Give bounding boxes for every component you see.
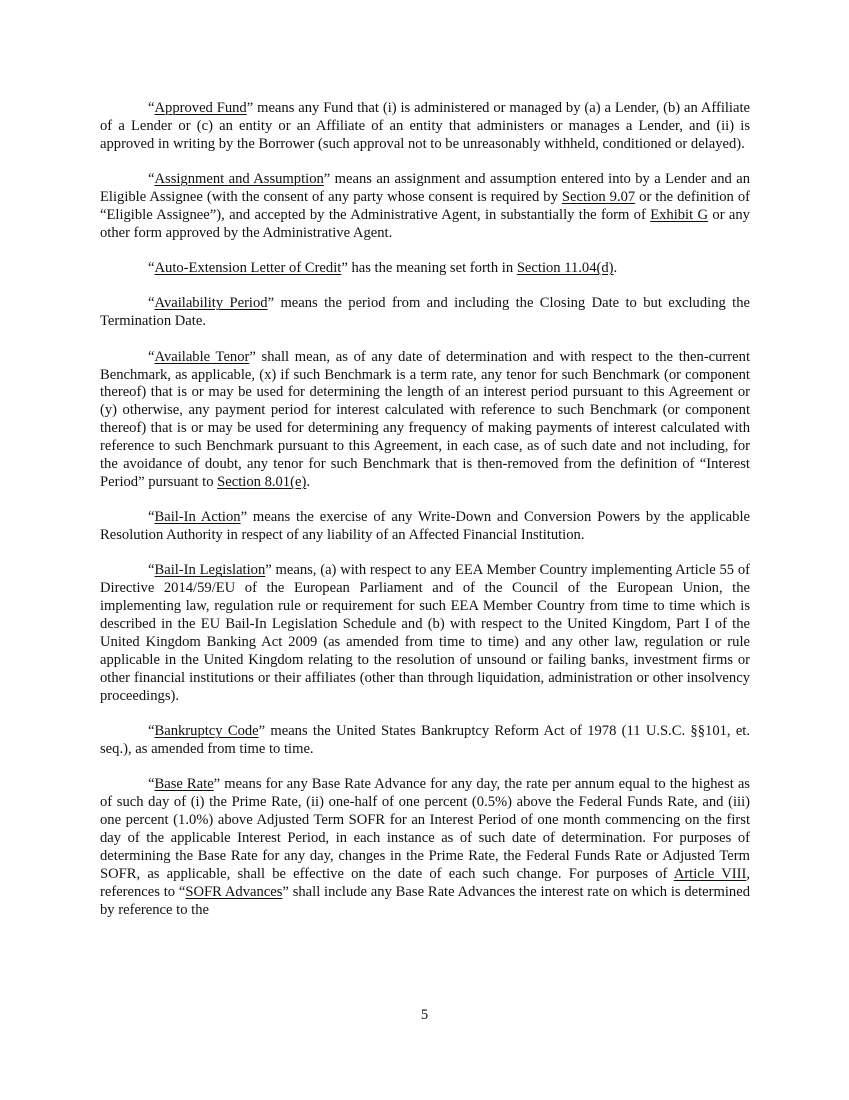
section-reference: Section 9.07 — [561, 189, 636, 206]
section-reference: Section 8.01(e) — [217, 473, 307, 490]
definition-availability-period: “Availability Period” means the period from and including the Closing Date to but excluding the Termination Date. — [100, 295, 750, 330]
definition-base-rate: “Base Rate” means for any Base Rate Advance for any day, the rate per annum equal to the highest as of such day of (i) the Prime Rate, (ii) one-half of one percent (0.5%) above the Federal Funds Rate, and (iii) one percent (1.0%) above Adjusted Term SOFR for an Interest Period of one month commencing on the first day of the applicable Interest Period, in each instance as of such date of determination. For purposes of determining the Base Rate for any day, changes in the Prime Rate, the Federal Funds Rate or Adjusted Term SOFR, as applicable, shall be effective on the date of each such change. For purposes of Article VIII, references to “SOFR Advances” shall include any Base Rate Advances the interest rate on which is determined by reference to the — [100, 776, 750, 918]
defined-term: Approved Fund — [154, 100, 247, 116]
definition-auto-extension-letter-of-credit: “Auto-Extension Letter of Credit” has the meaning set forth in Section 11.04(d). — [148, 260, 618, 277]
defined-term: Auto-Extension Letter of Credit — [154, 260, 342, 277]
definition-available-tenor: “Available Tenor” shall mean, as of any date of determination and with respect to the then-current Benchmark, as applicable, (x) if such Benchmark is a term rate, any tenor for such Benchmark (or component thereof) that is or may be used for determining the length of an interest period pursuant to this Agreement or (y) otherwise, any payment period for interest calculated with reference to such Benchmark (or component thereof) that is or may be used for determining any frequency of making payments of interest calculated with reference to such Benchmark pursuant to this Agreement, in each case, as of such date and not including, for the avoidance of doubt, any tenor for such Benchmark that is then-removed from the definition of “Interest Period” pursuant to Section 8.01(e). — [100, 348, 750, 490]
document-page — [100, 100, 750, 937]
defined-term: Availability Period — [154, 295, 268, 312]
defined-term: Bail-In Legislation — [154, 562, 266, 579]
defined-term: SOFR Advances — [185, 883, 283, 900]
definition-approved-fund: “Approved Fund” means any Fund that (i) is administered or managed by (a) a Lender, (b) an Affiliate of a Lender or (c) an entity or an Affiliate of an entity that administers or manages a Lender, and (ii) is approved in writing by the Borrower (such approval not to be unreasonably withheld, conditioned or delayed). — [100, 100, 750, 152]
page-number: 5 — [420, 1007, 429, 1023]
defined-term: Assignment and Assumption — [154, 171, 324, 188]
definition-bankruptcy-code: “Bankruptcy Code” means the United States Bankruptcy Reform Act of 1978 (11 U.S.C. §§101, et. seq.), as amended from time to time. — [100, 723, 750, 758]
exhibit-reference: Exhibit G — [650, 206, 709, 223]
defined-term: Base Rate — [154, 776, 214, 793]
defined-term: Bankruptcy Code — [154, 723, 259, 740]
defined-term: Available Tenor — [154, 348, 250, 365]
section-reference: Section 11.04(d) — [516, 260, 614, 277]
definition-bail-in-legislation: “Bail-In Legislation” means, (a) with respect to any EEA Member Country implementing Article 55 of Directive 2014/59/EU of the European Parliament and of the Council of the European Union, the implementing law, regulation rule or requirement for such EEA Member Country from time to time which is described in the EU Bail-In Legislation Schedule and (b) with respect to the United Kingdom, Part I of the United Kingdom Banking Act 2009 (as amended from time to time) and any other law, regulation or rule applicable in the United Kingdom relating to the resolution of unsound or failing banks, investment firms or other financial institutions or their affiliates (other than through liquidation, administration or other insolvency proceedings). — [100, 562, 750, 704]
definition-assignment-and-assumption: “Assignment and Assumption” means an assignment and assumption entered into by a Lender and an Eligible Assignee (with the consent of any party whose consent is required by Section 9.07 or the definition of “Eligible Assignee”), and accepted by the Administrative Agent, in substantially the form of Exhibit G or any other form approved by the Administrative Agent. — [100, 171, 751, 241]
definition-bail-in-action: “Bail-In Action” means the exercise of any Write-Down and Conversion Powers by the applicable Resolution Authority in respect of any liability of an Affected Financial Institution. — [100, 509, 750, 544]
defined-term: Bail-In Action — [154, 509, 241, 526]
article-reference: Article VIII — [673, 865, 747, 882]
